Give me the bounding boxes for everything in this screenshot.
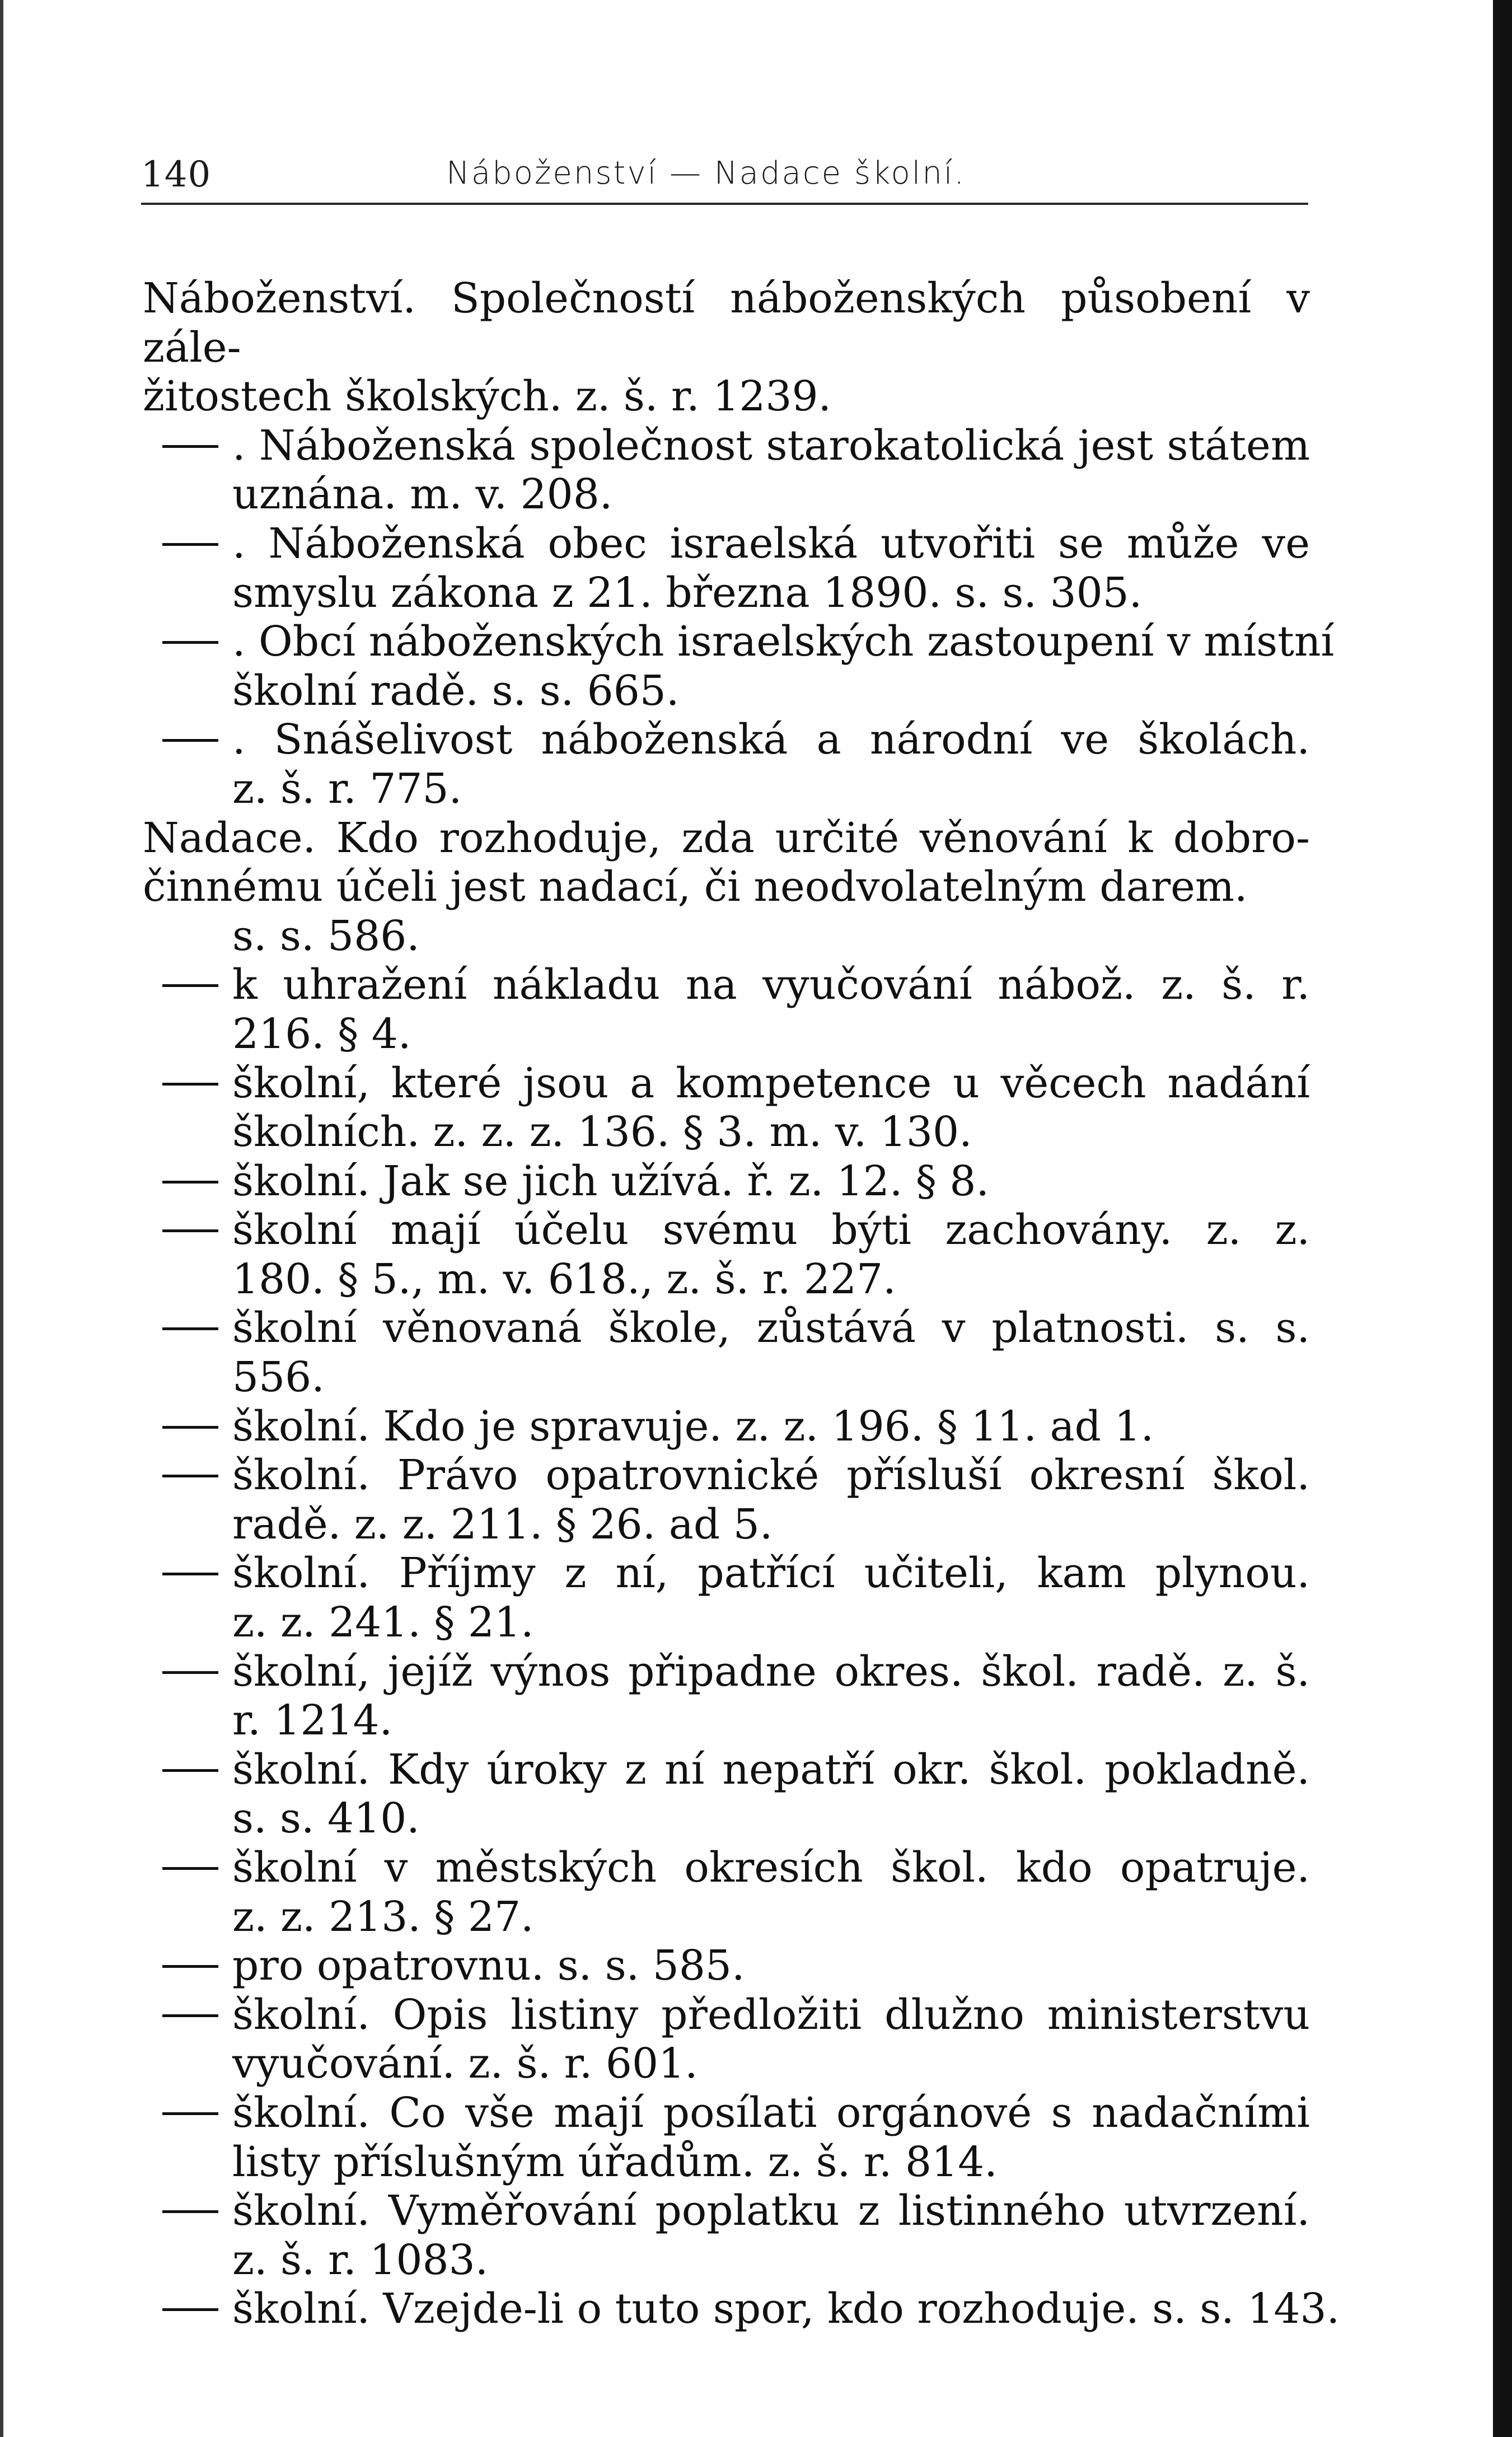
entry-line: školní. Právo opatrovnické přísluší okresní škol. [232,1451,1310,1500]
page-header [141,143,1308,204]
entry-line: s. s. 586. [232,911,420,960]
entry-line: činnému účeli jest nadací, či neodvolatelným darem. [143,863,1248,911]
ditto-dash [162,1867,218,1870]
ditto-dash [162,2210,218,2213]
entry-line: z. š. r. 1083. [232,2235,489,2284]
entry-line: s. s. 410. [232,1794,420,1843]
entry-line: školní, které jsou a kompetence u věcech nadání [232,1059,1310,1107]
entry-line: . Obcí náboženských israelských zastoupení v místní [232,618,1335,666]
entry-line: z. š. r. 775. [232,764,462,813]
entry-line: školní. Jak se jich užívá. ř. z. 12. § 8. [232,1157,990,1205]
ditto-dash [162,641,218,644]
entry-line: Nadace. Kdo rozhoduje, zda určité věnování k dobro- [143,813,1310,862]
entry-line: uznána. m. v. 208. [232,470,613,519]
entry-line: školní radě. s. s. 665. [232,666,680,715]
index-entry [143,715,1313,813]
entry-line: smyslu zákona z 21. března 1890. s. s. 305. [232,568,1143,617]
entry-line: 216. § 4. [232,1009,411,1058]
entry-line: školní. Kdo je spravuje. z. z. 196. § 11. ad 1. [232,1402,1154,1451]
index-entry [143,1206,1313,1304]
ditto-dash [162,1475,218,1477]
ditto-dash [162,1229,218,1232]
entry-line: 180. § 5., m. v. 618., z. š. r. 227. [232,1255,896,1303]
entry-line: školní. Co vše mají posílati orgánové s nadačními [232,2088,1310,2137]
entry-line: r. 1214. [232,1696,393,1745]
index-entry [143,1746,1313,1844]
entry-line: školní. Kdy úroky z ní nepatří okr. škol. pokladně. [232,1745,1310,1794]
index-entry [143,1451,1313,1549]
entry-line: školní, jejíž výnos připadne okres. škol. radě. z. š. [232,1647,1310,1696]
entry-line: z. z. 213. § 27. [232,1892,534,1941]
index-entry [143,2187,1313,2285]
ditto-dash [162,2112,218,2115]
index-body [143,274,1340,2334]
index-entry [143,1648,1313,1746]
index-entry [143,1942,1313,1991]
entry-line: pro opatrovnu. s. s. 585. [232,1942,745,1990]
entry-line: . Snášelivost náboženská a národní ve školách. [232,715,1310,764]
page-number: 140 [141,154,212,195]
ditto-dash [162,1573,218,1575]
entry-line: školní mají účelu svému býti zachovány. z. z. [232,1206,1310,1255]
ditto-dash [162,2014,218,2017]
entry-line: . Náboženská společnost starokatolická jest státem [232,421,1310,470]
entry-line: školní v městských okresích škol. kdo opatruje. [232,1844,1310,1892]
ditto-dash [162,1965,218,1968]
index-entry [143,274,1313,422]
entry-line: žitostech školských. z. š. r. 1239. [143,372,832,421]
index-entry [143,618,1335,715]
index-entry [143,422,1313,520]
index-entry [143,961,1313,1059]
ditto-dash [162,1181,218,1184]
index-entry [143,1157,1313,1206]
index-entry [143,1304,1313,1402]
entry-line: školní. Příjmy z ní, patřící učiteli, kam plynou. [232,1549,1310,1598]
ditto-dash [162,984,218,987]
entry-line: Náboženství. Společností náboženských působení v zále- [143,274,1310,372]
index-entry [143,814,1313,961]
entry-line: 556. [232,1353,325,1402]
ditto-dash [162,445,218,448]
index-entry [143,1059,1313,1157]
entry-line: školní. Opis listiny předložiti dlužno ministerstvu [232,1990,1310,2039]
entry-line: . Náboženská obec israelská utvořiti se může ve [232,519,1310,568]
entry-line: školní. Vyměřování poplatku z listinného utvrzení. [232,2187,1310,2235]
entry-line: školní. Vzejde-li o tuto spor, kdo rozhoduje. s. s. 143. [232,2285,1340,2333]
ditto-dash [162,739,218,742]
entry-line: školní věnovaná škole, zůstává v platnosti. s. s. [232,1304,1310,1353]
entry-line: z. z. 241. § 21. [232,1598,534,1647]
entry-line: k uhražení nákladu na vyučování nábož. z. š. r. [232,961,1310,1009]
page-edge-right [1493,0,1512,2437]
entry-line: vyučování. z. š. r. 601. [232,2040,698,2088]
ditto-dash [162,1426,218,1429]
index-entry [143,1549,1313,1647]
index-entry [143,2089,1313,2187]
ditto-dash [162,2308,218,2311]
entry-line: školních. z. z. z. 136. § 3. m. v. 130. [232,1108,972,1157]
index-entry [143,1991,1313,2089]
index-entry [143,1402,1313,1452]
ditto-dash [162,1671,218,1674]
running-title: Náboženství — Nadace školní. [446,155,966,191]
page-edge-left [0,0,3,2437]
index-entry [143,1844,1313,1942]
header-rule [141,203,1308,205]
index-entry [143,520,1313,618]
entry-line: radě. z. z. 211. § 26. ad 5. [232,1500,773,1549]
ditto-dash [162,543,218,546]
ditto-dash [162,1327,218,1330]
ditto-dash [162,1083,218,1086]
entry-line: listy příslušným úřadům. z. š. r. 814. [232,2137,998,2186]
ditto-dash [162,1769,218,1772]
index-entry [143,2285,1340,2334]
